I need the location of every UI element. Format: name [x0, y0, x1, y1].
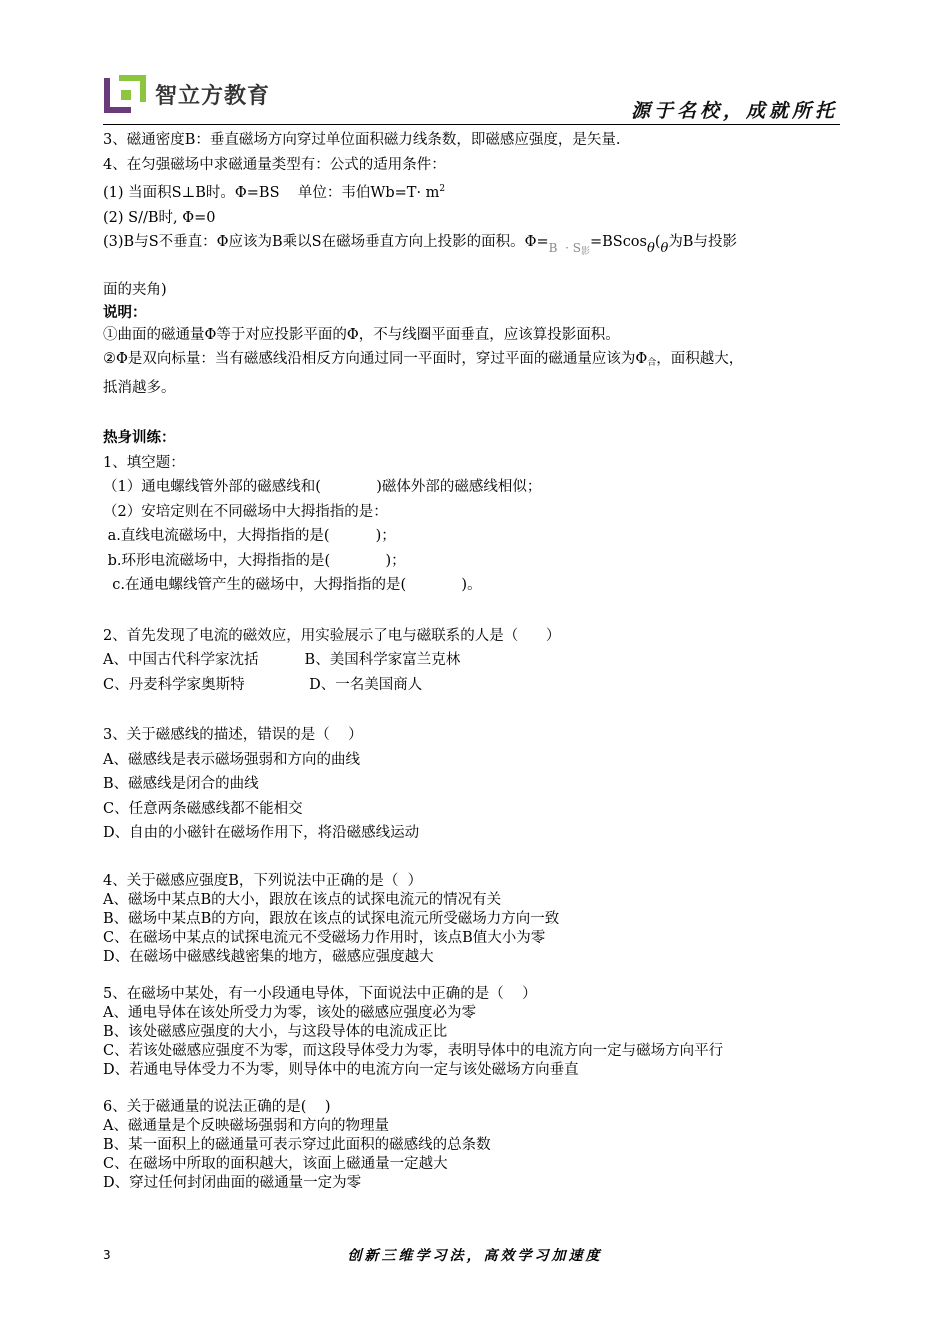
- brand-logo: [103, 74, 270, 114]
- text-line: ①曲面的磁通量Φ等于对应投影平面的Φ，不与线圈平面垂直，应该算投影面积。: [103, 326, 620, 343]
- question-option: A、磁通量是个反映磁场强弱和方向的物理量: [103, 1117, 389, 1134]
- text-line: 3、磁通密度B：垂直磁场方向穿过单位面积磁力线条数，即磁感应强度，是矢量.: [103, 132, 621, 148]
- question-6: 6、关于磁通量的说法正确的是( ): [103, 1098, 331, 1115]
- text-line: (2) S//B时, Φ=0: [103, 209, 216, 226]
- question-option: C、在磁场中某点的试探电流元不受磁场力作用时，该点B值大小为零: [103, 929, 546, 946]
- question-option: B、磁感线是闭合的曲线: [103, 776, 259, 792]
- question-option: A、磁场中某点B的大小，跟放在该点的试探电流元的情况有关: [103, 891, 502, 908]
- question-option: C、在磁场中所取的面积越大，该面上磁通量一定越大: [103, 1155, 448, 1172]
- document-body: [103, 128, 840, 1193]
- question-option: A、通电导体在该处所受力为零，该处的磁感应强度必为零: [103, 1004, 476, 1021]
- text-line: 抵消越多。: [103, 379, 176, 396]
- question-option: A、磁感线是表示磁场强弱和方向的曲线: [103, 751, 360, 768]
- text-line: 1、填空题：: [103, 454, 185, 471]
- text-line: ②Φ是双向标量：当有磁感线沿相反方向通过同一平面时，穿过平面的磁通量应该为$\Phi_合$，面积越大，: [103, 351, 744, 368]
- question-option: B、某一面积上的磁通量可表示穿过此面积的磁感线的总条数: [103, 1136, 491, 1153]
- formula-line: (3)B与S不垂直：Φ应该为B乘以S在磁场垂直方向上投影的面积。$\Phi=_{B \cdot S影}=BScos\theta(\theta$为B与投影: [103, 234, 737, 257]
- text-line: 4、在匀强磁场中求磁通量类型有：公式的适用条件：: [103, 156, 446, 173]
- header-divider: [103, 124, 840, 125]
- text-line: （1）通电螺线管外部的磁感线和( )磁体外部的磁感线相似；: [103, 479, 542, 495]
- question-4: 4、关于磁感应强度B，下列说法中正确的是（ ）: [103, 872, 423, 889]
- section-heading: 热身训练：: [103, 429, 176, 446]
- question-option: D、自由的小磁针在磁场作用下，将沿磁感线运动: [103, 825, 420, 841]
- brand-name: 智立方教育: [155, 83, 271, 109]
- question-option: C、任意两条磁感线都不能相交: [103, 800, 303, 817]
- question-option: C、丹麦科学家奥斯特 D、一名美国商人: [103, 676, 423, 693]
- question-2: 2、首先发现了电流的磁效应，用实验展示了电与磁联系的人是（ ）: [103, 627, 561, 644]
- text-line: a.直线电流磁场中，大拇指指的是( )；: [103, 528, 396, 544]
- text-line: b.环形电流磁场中，大拇指指的是( )；: [103, 552, 406, 569]
- question-option: B、磁场中某点B的方向，跟放在该点的试探电流元所受磁场力方向一致: [103, 910, 560, 927]
- text-line: c.在通电螺线管产生的磁场中，大拇指指的是( )。: [103, 577, 482, 593]
- text-line: (1) 当面积S⊥B时。Φ=BS 单位：韦伯$Wb=T\cdot m^2$: [103, 184, 446, 201]
- question-5: 5、在磁场中某处，有一小段通电导体，下面说法中正确的是（ ）: [103, 985, 537, 1002]
- question-option: D、若通电导体受力不为零，则导体中的电流方向一定与该处磁场方向垂直: [103, 1061, 579, 1078]
- question-option: B、该处磁感应强度的大小，与这段导体的电流成正比: [103, 1023, 448, 1040]
- question-3: 3、关于磁感线的描述，错误的是（ ）: [103, 727, 363, 743]
- logo-mark-icon: [103, 74, 147, 114]
- section-heading: 说明：: [103, 303, 147, 321]
- text-line: （2）安培定则在不同磁场中大拇指指的是：: [103, 503, 388, 520]
- question-option: A、中国古代科学家沈括 B、美国科学家富兰克林: [103, 652, 461, 668]
- question-option: D、穿过任何封闭曲面的磁通量一定为零: [103, 1174, 362, 1191]
- header-slogan: 源于名校，成就所托: [630, 100, 838, 122]
- text-line: 面的夹角): [103, 282, 167, 298]
- page-header: [103, 62, 840, 124]
- question-option: D、在磁场中磁感线越密集的地方，磁感应强度越大: [103, 948, 434, 965]
- page-number: 3: [103, 1248, 111, 1262]
- footer-slogan: 创新三维学习法，高效学习加速度: [347, 1248, 603, 1264]
- question-option: C、若该处磁感应强度不为零，而这段导体受力为零，表明导体中的电流方向一定与磁场方向平行: [103, 1042, 724, 1059]
